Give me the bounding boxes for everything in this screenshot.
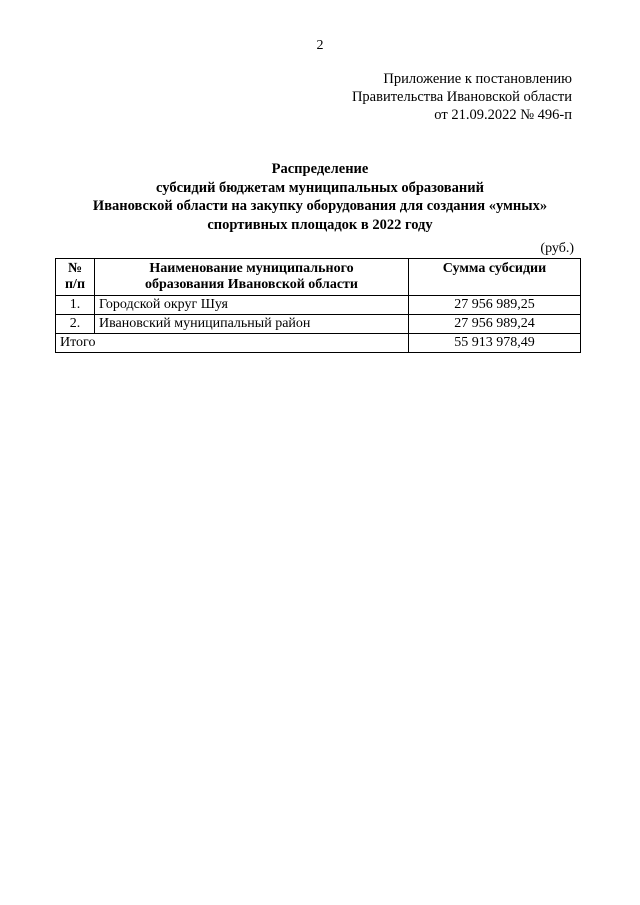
annex-line-2: Правительства Ивановской области [351,89,572,105]
currency-unit: (руб.) [540,241,574,256]
title-line-2: субсидий бюджетам муниципальных образований [156,179,484,196]
header-sum: Сумма субсидии [409,259,581,296]
total-sum: 55 913 978,49 [409,334,581,353]
row-number: 1. [56,296,95,315]
annex-line-3: от 21.09.2022 № 496-п [434,107,572,123]
table-total-row [56,334,581,353]
document-title [60,160,580,234]
row-sum: 27 956 989,25 [409,296,581,315]
table-row [56,296,581,315]
header-number-line-1: № [67,261,83,276]
page-number: 2 [316,38,324,53]
table-header-row [56,259,581,296]
row-number: 2. [56,315,95,334]
title-line-3: Ивановской области на закупку оборудования для создания «умных» [92,198,548,214]
table-row [56,315,581,334]
total-label: Итого [56,334,409,353]
header-name-line-1: Наименование муниципального [149,261,354,276]
row-name: Городской округ Шуя [95,296,409,315]
subsidy-table [55,258,581,353]
row-name: Ивановский муниципальный район [95,315,409,334]
annex-reference [352,70,572,124]
header-name [95,259,409,296]
row-sum: 27 956 989,24 [409,315,581,334]
title-line-1: Распределение [271,161,369,177]
annex-line-1: Приложение к постановлению [383,71,572,87]
header-number-line-2: п/п [64,277,86,292]
title-line-4: спортивных площадок в 2022 году [207,216,433,233]
header-name-line-2: образования Ивановской области [145,277,358,292]
header-number [56,259,95,296]
